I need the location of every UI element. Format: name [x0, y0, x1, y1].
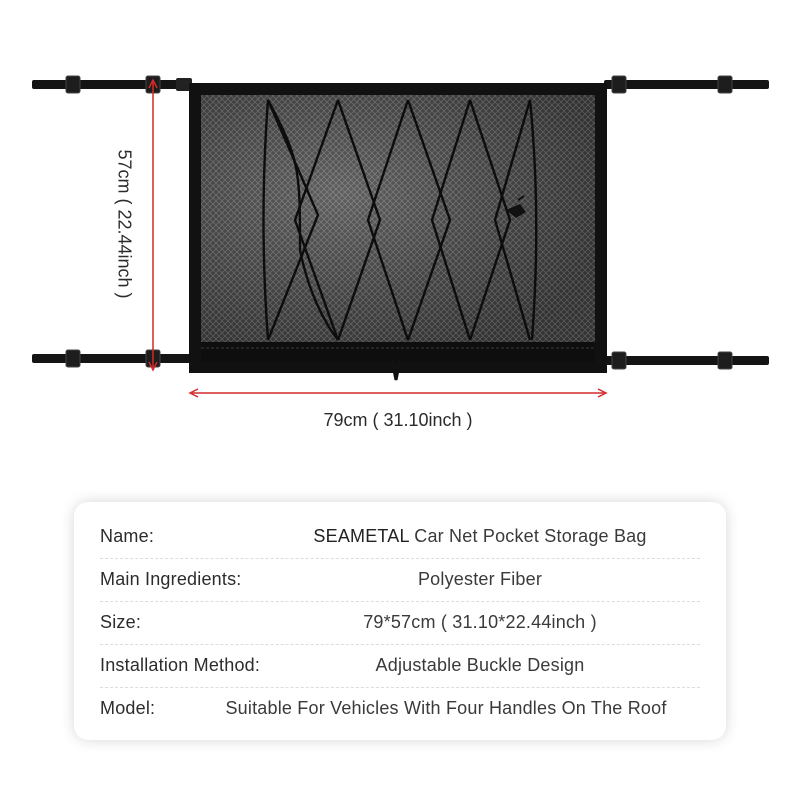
- strap-top-left: [32, 76, 192, 93]
- spec-row-model: [100, 687, 700, 730]
- spec-row-ingredients: [100, 558, 700, 601]
- spec-value: Suitable For Vehicles With Four Handles On The Roof: [225, 698, 667, 718]
- spec-row-name: [100, 515, 700, 558]
- spec-key: Installation Method:: [100, 655, 261, 675]
- spec-key: Size:: [100, 612, 142, 632]
- spec-key: Model:: [100, 698, 156, 718]
- height-dimension-line: [149, 80, 157, 370]
- product-name: Car Net Pocket Storage Bag: [409, 526, 647, 546]
- strap-bottom-left: [32, 350, 192, 367]
- spec-value: 79*57cm ( 31.10*22.44inch ): [363, 612, 597, 632]
- strap-top-right: [604, 76, 769, 93]
- height-dimension-label: 57cm ( 22.44inch ): [114, 149, 135, 299]
- spec-key: Name:: [100, 526, 155, 546]
- width-dimension-label: 79cm ( 31.10inch ): [323, 410, 473, 430]
- spec-row-installation: [100, 644, 700, 687]
- spec-value: Adjustable Buckle Design: [375, 655, 585, 675]
- brand-name: SEAMETAL: [313, 526, 410, 546]
- spec-card: [74, 502, 726, 740]
- spec-value: [260, 526, 700, 547]
- strap-bottom-right: [604, 352, 769, 369]
- spec-row-size: [100, 601, 700, 644]
- spec-value: Polyester Fiber: [417, 569, 543, 589]
- spec-key: Main Ingredients:: [100, 569, 242, 589]
- width-dimension-line: [190, 389, 606, 397]
